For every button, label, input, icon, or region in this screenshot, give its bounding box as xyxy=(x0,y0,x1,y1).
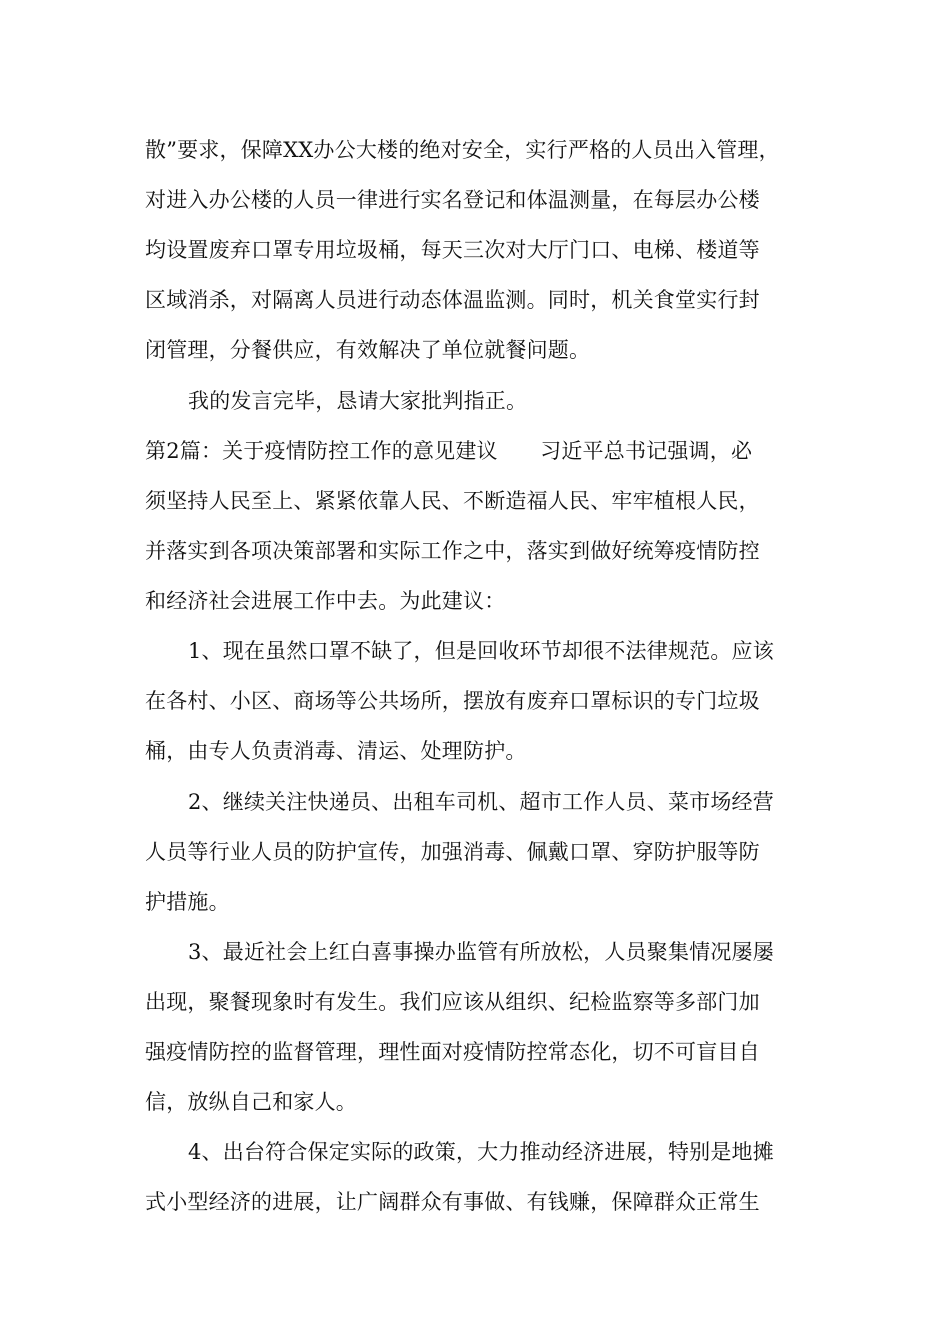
text-line: 信，放纵自己和家人。 xyxy=(145,1090,357,1114)
text-line: 须坚持人民至上、紧紧依靠人民、不断造福人民、牢牢植根人民， xyxy=(145,489,760,513)
text-line: 人员等行业人员的防护宣传，加强消毒、佩戴口罩、穿防护服等防 xyxy=(145,840,760,864)
text-line: 闭管理，分餐供应，有效解决了单位就餐问题。 xyxy=(145,338,591,362)
text-line: 强疫情防控的监督管理，理性面对疫情防控常态化，切不可盲目自 xyxy=(145,1040,760,1064)
text-line: 散”要求，保障XX办公大楼的绝对安全，实行严格的人员出入管理， xyxy=(145,138,780,162)
text-line: 均设置废弃口罩专用垃圾桶，每天三次对大厅门口、电梯、楼道等 xyxy=(145,238,760,262)
text-line: 我的发言完毕，恳请大家批判指正。 xyxy=(188,389,528,413)
text-line: 在各村、小区、商场等公共场所，摆放有废弃口罩标识的专门垃圾 xyxy=(145,689,760,713)
text-line: 4、出台符合保定实际的政策，大力推动经济进展，特别是地摊 xyxy=(188,1140,774,1164)
text-line: 1、现在虽然口罩不缺了，但是回收环节却很不法律规范。应该 xyxy=(188,639,774,663)
text-line: 出现，聚餐现象时有发生。我们应该从组织、纪检监察等多部门加 xyxy=(145,990,760,1014)
text-line: 对进入办公楼的人员一律进行实名登记和体温测量，在每层办公楼 xyxy=(145,188,760,212)
text-line: 区域消杀，对隔离人员进行动态体温监测。同时，机关食堂实行封 xyxy=(145,288,760,312)
text-line: 第2篇：关于疫情防控工作的意见建议 习近平总书记强调，必 xyxy=(145,439,753,463)
text-line: 和经济社会进展工作中去。为此建议： xyxy=(145,589,506,613)
text-line: 桶，由专人负责消毒、清运、处理防护。 xyxy=(145,739,527,763)
text-line: 2、继续关注快递员、出租车司机、超市工作人员、菜市场经营 xyxy=(188,790,774,814)
text-line: 式小型经济的进展，让广阔群众有事做、有钱赚，保障群众正常生 xyxy=(145,1190,760,1214)
text-line: 护措施。 xyxy=(145,890,230,914)
text-line: 3、最近社会上红白喜事操办监管有所放松，人员聚集情况屡屡 xyxy=(188,940,774,964)
text-line: 并落实到各项决策部署和实际工作之中，落实到做好统筹疫情防控 xyxy=(145,539,760,563)
